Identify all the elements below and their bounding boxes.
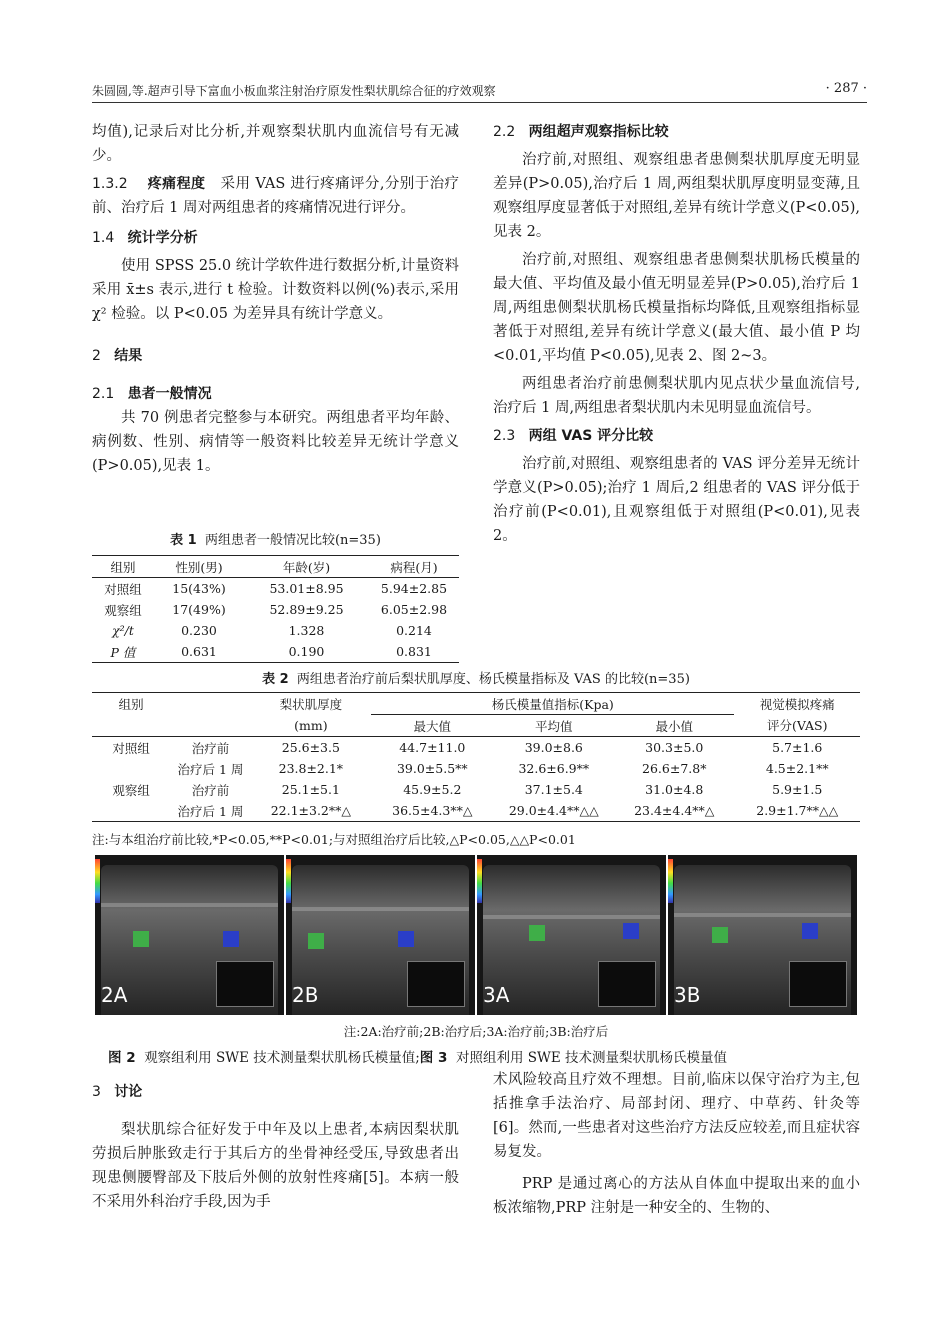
- table-cell: 32.6±6.9**: [518, 761, 590, 776]
- table-cell: 45.9±5.2: [403, 782, 462, 797]
- table-row: [92, 641, 459, 663]
- section-2-2-para-1: 治疗前,对照组、观察组患者患侧梨状肌厚度无明显差异(P>0.05),治疗后 1 周,两组梨状肌厚度明显变薄,且观察组厚度显著低于对照组,差异有统计学意义(P<0.05),见表 2。: [493, 152, 860, 240]
- table2-note: 注:与本组治疗前比较,*P<0.05,**P<0.01;与对照组治疗后比较,△P<0.05,△△P<0.01: [92, 832, 576, 847]
- section-2-3-text: 治疗前,对照组、观察组患者的 VAS 评分差异无统计学意义(P>0.05);治疗 1 周后,2 组患者的 VAS 评分低于治疗前(P<0.01),且观察组低于对照组(P<0.01),见表 2。: [493, 456, 860, 544]
- panel-label: 3A: [483, 983, 510, 1007]
- tissue-band: [674, 913, 851, 917]
- panel-label: 2A: [101, 983, 128, 1007]
- ultrasound-panel: [95, 855, 284, 1015]
- table2-header-young: 杨氏模量值指标(Kpa): [371, 693, 734, 715]
- section-1-3-2-title: 疼痛程度: [147, 176, 206, 192]
- table-cell: 25.6±3.5: [281, 740, 340, 755]
- table-cell: 39.0±8.6: [524, 740, 583, 755]
- table2-header-blank: [170, 715, 250, 737]
- ultrasound-panel: [668, 855, 857, 1015]
- figure-captions: [108, 1046, 868, 1066]
- section-2-2-heading: 2.2 两组超声观察指标比较: [493, 124, 669, 140]
- fig2-caption: 观察组利用 SWE 技术测量梨状肌杨氏模量值;: [144, 1050, 420, 1066]
- table-cell: [92, 800, 170, 822]
- table1-header: 病程(月): [369, 556, 459, 578]
- table-row: [92, 758, 860, 779]
- section-1-4-heading: 1.4 统计学分析: [92, 230, 198, 246]
- section-2-1-heading: 2.1 患者一般情况: [92, 386, 212, 402]
- table2-header-blank: [92, 715, 170, 737]
- table-cell: 对照组: [112, 740, 150, 756]
- running-title: 朱圆圆,等.超声引导下富血小板血浆注射治疗原发性梨状肌综合征的疗效观察: [92, 84, 496, 98]
- table2-header-row-2: [92, 715, 860, 737]
- table-cell: 6.05±2.98: [380, 602, 448, 617]
- table2-header-thickness-unit: (mm): [251, 715, 371, 737]
- table-cell: 37.1±5.4: [524, 782, 583, 797]
- table1-header: 年龄(岁): [244, 556, 369, 578]
- section-2-heading: 2 结果: [92, 348, 143, 364]
- table-cell: 25.1±5.1: [281, 782, 340, 797]
- table1-header: 组别: [92, 556, 154, 578]
- table-cell: 0.214: [396, 623, 432, 638]
- page-number: · 287 ·: [825, 81, 867, 96]
- discussion-left: [92, 1080, 459, 1214]
- section-3-heading: 3 讨论: [92, 1084, 143, 1100]
- table-cell: 治疗前: [191, 782, 230, 798]
- running-header: [92, 82, 867, 99]
- table2: [92, 692, 860, 822]
- color-scale: [286, 859, 291, 903]
- table-cell: 0.190: [244, 641, 369, 663]
- table-row: [92, 599, 459, 620]
- table-cell: 52.89±9.25: [269, 602, 344, 617]
- table-row: [92, 620, 459, 641]
- figure-note: 注:2A:治疗前;2B:治疗后;3A:治疗前;3B:治疗后: [343, 1024, 609, 1039]
- color-scale: [477, 859, 482, 903]
- table-cell: 观察组: [112, 782, 150, 798]
- panel-label: 3B: [674, 983, 701, 1007]
- section-2-2-para-3: 两组患者治疗前患侧梨状肌内见点状少量血流信号,治疗后 1 周,两组患者梨状肌内未见明显血流信号。: [493, 376, 860, 416]
- table-cell: 29.0±4.4**△△: [494, 800, 614, 822]
- right-column: [493, 120, 860, 548]
- discussion-para-prp: PRP 是通过离心的方法从自体血中提取出来的血小板浓缩物,PRP 注射是一种安全的、生物的、: [493, 1176, 860, 1216]
- table-cell: 23.8±2.1*: [278, 761, 344, 776]
- section-1-3-2: 1.3.2 疼痛程度 采用 VAS 进行疼痛评分,分别于治疗前、治疗后 1 周对两组患者的疼痛情况进行评分。: [92, 176, 460, 216]
- table1-caption: 表 1 两组患者一般情况比较(n=35): [170, 533, 381, 548]
- section-1-4-text: 使用 SPSS 25.0 统计学软件进行数据分析,计量资料采用 x̄±s 表示,进行 t 检验。计数资料以例(%)表示,采用χ² 检验。以 P<0.05 为差异具有统计学意义。: [92, 258, 459, 322]
- roi-box: [712, 927, 728, 943]
- table-cell: 1.328: [288, 623, 325, 638]
- table2-header-row-1: [92, 693, 860, 715]
- table1-header-row: [92, 556, 459, 578]
- table-row: [92, 800, 860, 822]
- roi-box: [398, 931, 414, 947]
- table-cell: 30.3±5.0: [645, 740, 704, 755]
- roi-box: [308, 933, 324, 949]
- table2-header-mean: 平均值: [494, 715, 614, 737]
- tissue-band: [101, 903, 278, 907]
- measurement-box: [789, 961, 847, 1007]
- table-cell: 53.01±8.95: [269, 581, 344, 596]
- table2-header-group: 组别: [92, 693, 170, 715]
- left-column: [92, 120, 459, 478]
- roi-box: [529, 925, 545, 941]
- roi-box: [802, 923, 818, 939]
- table-cell: 2.9±1.7**△△: [734, 800, 860, 822]
- section-2-1-text: 共 70 例患者完整参与本研究。两组患者平均年龄、病例数、性别、病情等一般资料比较差异无统计学意义(P>0.05),见表 1。: [92, 410, 459, 474]
- table-cell: 对照组: [104, 581, 142, 597]
- table-cell: 17(49%): [172, 602, 226, 617]
- table-cell: 39.0±5.5**: [396, 761, 468, 776]
- figure-panels: [95, 855, 857, 1015]
- table-cell: 5.94±2.85: [380, 581, 448, 596]
- table-cell: χ²/t: [112, 623, 134, 638]
- table2-header-min: 最小值: [614, 715, 734, 737]
- ultrasound-panel: [477, 855, 666, 1015]
- table2-header-vas-unit: 评分(VAS): [734, 715, 860, 737]
- roi-box: [133, 931, 149, 947]
- table-cell: 5.9±1.5: [772, 782, 823, 797]
- table-cell: 36.5±4.3**△: [371, 800, 493, 822]
- section-1-3-2-text: 采用 VAS 进行疼痛评分,分别于治疗前、治疗后 1 周对两组患者的疼痛情况进行评分。: [92, 176, 460, 216]
- table-cell: 26.6±7.8*: [642, 761, 707, 776]
- table2-header-thickness: 梨状肌厚度: [251, 693, 371, 715]
- fig2-label: 图 2: [108, 1050, 136, 1066]
- ultrasound-panel: [286, 855, 475, 1015]
- discussion-para-cont: 术风险较高且疗效不理想。目前,临床以保守治疗为主,包括推拿手法治疗、局部封闭、理疗、中草药、针灸等[6]。然而,一些患者对这些治疗方法反应较差,而且症状容易复发。: [493, 1072, 860, 1160]
- paragraph-continued: 均值),记录后对比分析,并观察梨状肌内血流信号有无减少。: [92, 124, 459, 164]
- table2-header-blank: [170, 693, 250, 715]
- table-cell: P 值: [92, 641, 154, 663]
- table-cell: 23.4±4.4**△: [614, 800, 734, 822]
- header-rule: [92, 102, 867, 103]
- table-cell: 0.831: [369, 641, 459, 663]
- table-cell: 31.0±4.8: [645, 782, 704, 797]
- panel-label: 2B: [292, 983, 319, 1007]
- table-cell: 治疗后 1 周: [177, 761, 244, 777]
- measurement-box: [216, 961, 274, 1007]
- table-cell: 5.7±1.6: [772, 740, 823, 755]
- table2-header-vas: 视觉模拟疼痛: [734, 693, 860, 715]
- table-cell: 22.1±3.2**△: [251, 800, 371, 822]
- fig3-label: 图 3: [419, 1050, 448, 1066]
- table-cell: 治疗前: [191, 740, 230, 756]
- roi-box: [223, 931, 239, 947]
- table-row: [92, 578, 459, 600]
- table-cell: 观察组: [104, 602, 142, 618]
- table2-header-max: 最大值: [371, 715, 493, 737]
- fig3-caption: 对照组利用 SWE 技术测量梨状肌杨氏模量值: [455, 1050, 728, 1066]
- tissue-band: [292, 907, 469, 911]
- table-row: [92, 779, 860, 800]
- table-row: [92, 737, 860, 759]
- table-cell: 治疗后 1 周: [170, 800, 250, 822]
- table-cell: 0.230: [181, 623, 217, 638]
- table-cell: 4.5±2.1**: [765, 761, 829, 776]
- discussion-right: [493, 1068, 860, 1220]
- table1-header: 性别(男): [154, 556, 244, 578]
- roi-box: [623, 923, 639, 939]
- section-2-2-para-2: 治疗前,对照组、观察组患者患侧梨状肌杨氏模量的最大值、平均值及最小值无明显差异(P>0.05),治疗后 1 周,两组患侧梨状肌杨氏模量指标均降低,且观察组指标显著低于对照组,差异有统计学意义(最大值、最小值 P 均<0.01,平均值 P<0.05),见表 2、图 2~3。: [493, 252, 860, 364]
- discussion-para: 梨状肌综合征好发于中年及以上患者,本病因梨状肌劳损后肿胀致走行于其后方的坐骨神经受压,导致患者出现患侧腰臀部及下肢后外侧的放射性疼痛[5]。本病一般不采用外科治疗手段,因为手: [92, 1122, 459, 1210]
- color-scale: [668, 859, 673, 903]
- table2-caption: 表 2 两组患者治疗前后梨状肌厚度、杨氏模量指标及 VAS 的比较(n=35): [262, 672, 690, 687]
- table1: [92, 555, 459, 663]
- color-scale: [95, 859, 100, 903]
- section-2-3-heading: 2.3 两组 VAS 评分比较: [493, 428, 654, 444]
- tissue-band: [483, 915, 660, 919]
- measurement-box: [598, 961, 656, 1007]
- table-cell: 0.631: [154, 641, 244, 663]
- table-cell: 15(43%): [172, 581, 226, 596]
- table-cell: [92, 758, 170, 779]
- table-cell: 44.7±11.0: [399, 740, 466, 755]
- measurement-box: [407, 961, 465, 1007]
